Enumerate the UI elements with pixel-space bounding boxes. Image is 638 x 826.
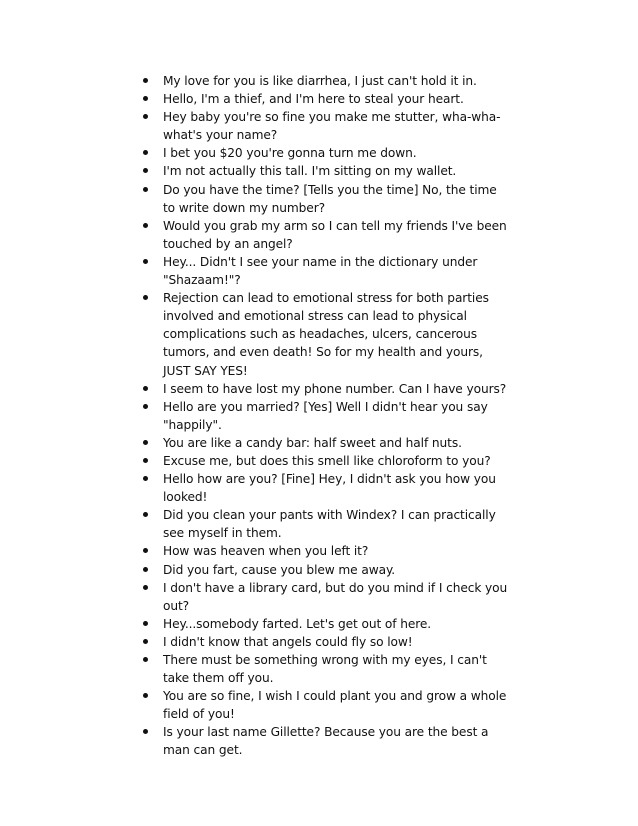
list-item (140, 470, 510, 506)
list-item-text: I'm not actually this tall. I'm sitting on my wallet. (163, 164, 457, 179)
list-item-text: Did you fart, cause you blew me away. (163, 562, 396, 577)
bullet-icon (143, 548, 148, 553)
list-item (140, 687, 510, 723)
list-item-text: I bet you $20 you're gonna turn me down. (163, 146, 417, 161)
list-item (140, 144, 510, 162)
list-item (140, 615, 510, 633)
list-item (140, 633, 510, 651)
list-item (140, 561, 510, 579)
list-item (140, 723, 510, 759)
list-item (140, 162, 510, 180)
list-item-text: I seem to have lost my phone number. Can I have yours? (163, 381, 507, 396)
list-item-text: I don't have a library card, but do you mind if I check you out? (163, 580, 508, 613)
bullet-icon (143, 187, 148, 192)
list-item (140, 542, 510, 560)
list-item (140, 380, 510, 398)
list-item-text: You are like a candy bar: half sweet and half nuts. (163, 435, 462, 450)
list-item-text: Hello are you married? [Yes] Well I didn't hear you say "happily". (163, 399, 488, 432)
bullet-icon (143, 404, 148, 409)
list-item-text: Hello how are you? [Fine] Hey, I didn't ask you how you looked! (163, 472, 496, 505)
list-item (140, 398, 510, 434)
list-item (140, 90, 510, 108)
list-item-text: Rejection can lead to emotional stress for both parties involved and emotional stress can lead to physical complications such as headaches, ulcers, cancerous tumors, and even death! So for my health and yours, JUST SAY YES! (163, 291, 489, 378)
bullet-icon (143, 621, 148, 626)
bullet-icon (143, 512, 148, 517)
bullet-icon (143, 168, 148, 173)
list-item-text: Hey... Didn't I see your name in the dictionary under "Shazaam!"? (163, 254, 478, 288)
bullet-icon (143, 476, 148, 481)
list-item (140, 506, 510, 542)
list-item-text: Would you grab my arm so I can tell my friends I've been touched by an angel? (163, 218, 507, 251)
bullet-icon (143, 78, 148, 83)
bullet-icon (143, 657, 148, 662)
list-item (140, 289, 510, 379)
bullet-icon (143, 295, 148, 300)
list-item-text: Hey baby you're so fine you make me stutter, wha-wha-what's your name? (163, 110, 501, 143)
bullet-icon (143, 639, 148, 644)
list-item-text: Hey...somebody farted. Let's get out of here. (163, 616, 432, 631)
list-item (140, 579, 510, 615)
list-item-text: I didn't know that angels could fly so low! (163, 634, 413, 649)
list-item-text: There must be something wrong with my eyes, I can't take them off you. (163, 653, 487, 686)
bullet-icon (143, 223, 148, 228)
list-item (140, 434, 510, 452)
bullet-icon (143, 693, 148, 698)
list-item-text: Do you have the time? [Tells you the time] No, the time to write down my number? (163, 182, 497, 215)
bullet-icon (143, 96, 148, 101)
list-item (140, 108, 510, 144)
bullet-icon (143, 114, 148, 119)
bullet-icon (143, 458, 148, 463)
bullet-icon (143, 386, 148, 391)
bullet-icon (143, 259, 148, 264)
pickup-lines-list (140, 72, 510, 760)
bullet-icon (143, 729, 148, 734)
list-item-text: Excuse me, but does this smell like chloroform to you? (163, 453, 491, 468)
list-item-text: How was heaven when you left it? (163, 544, 369, 559)
list-item (140, 181, 510, 217)
list-item (140, 452, 510, 470)
bullet-icon (143, 440, 148, 445)
list-item (140, 72, 510, 90)
list-item-text: You are so fine, I wish I could plant you and grow a whole field of you! (163, 689, 507, 722)
list-item-text: Hello, I'm a thief, and I'm here to steal your heart. (163, 92, 464, 107)
list-item-text: Did you clean your pants with Windex? I can practically see myself in them. (163, 508, 496, 541)
list-item (140, 253, 510, 289)
list-item (140, 651, 510, 687)
list-item-text: My love for you is like diarrhea, I just can't hold it in. (163, 74, 477, 88)
bullet-icon (143, 150, 148, 155)
bullet-icon (143, 585, 148, 590)
bullet-icon (143, 567, 148, 572)
list-item-text: Is your last name Gillette? Because you are the best a man can get. (163, 725, 489, 758)
list-item (140, 217, 510, 253)
